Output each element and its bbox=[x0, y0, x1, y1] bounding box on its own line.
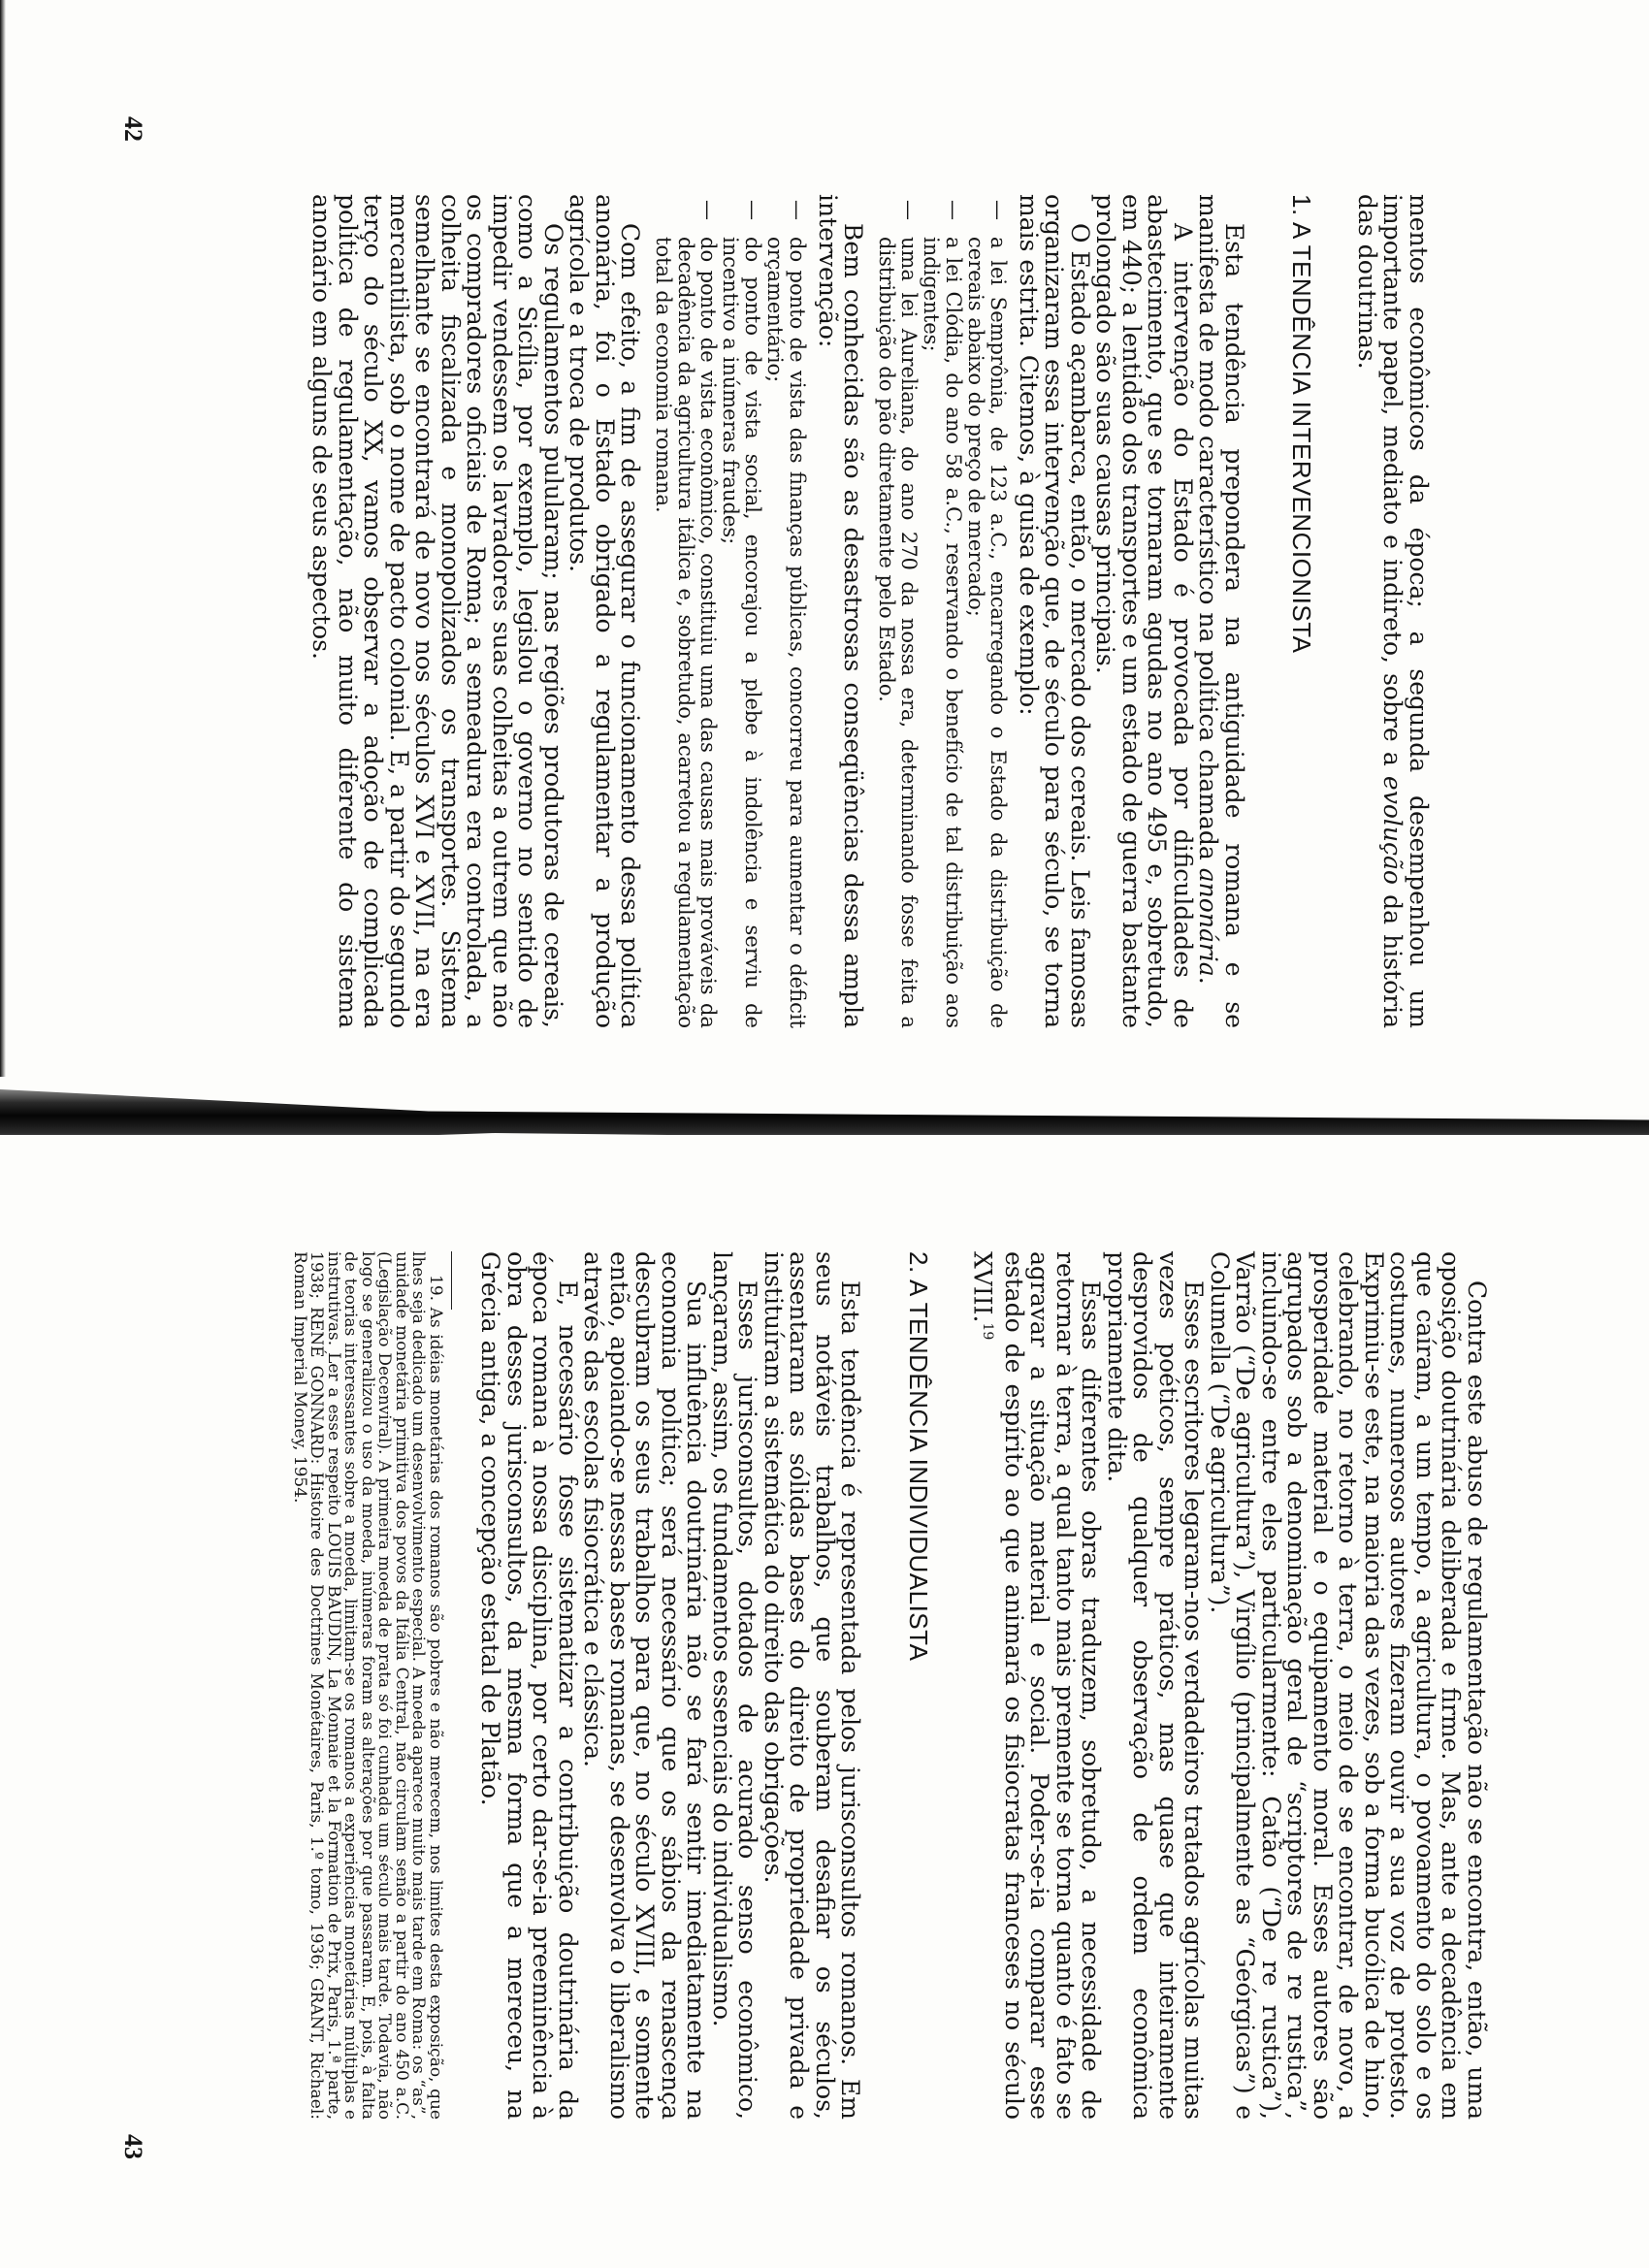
paragraph: Sua influência doutrinária não se fará sentir imediatamente na economia política; será necessário que os sábios da renascença descubram os seus trabalhos para que, no século XVIII, e somente então, apoiando-se nessas bases romanas, se desenvolva o liberalismo através das escolas fisiocrática e clássica. bbox=[579, 1251, 711, 2120]
list-item: — do ponto de vista das finanças públicas, concorreu para aumentar o déficit orçamentário; bbox=[764, 237, 809, 1028]
list-item: — uma lei Aureliana, do ano 270 da nossa era, determinando fosse feita a distribuição do pão diretamente pelo Estado. bbox=[876, 237, 921, 1028]
list-item: — a lei Semprônia, de 123 a.C., encarregando o Estado da distribuição de cereais abaixo do preço de mercado; bbox=[965, 237, 1010, 1028]
paragraph: Esses jurisconsultos, dotados de acurado senso econômico, lançaram, assim, os fundamentos essenciais do individualismo. bbox=[707, 1251, 762, 2120]
scan-edge bbox=[0, 0, 6, 1077]
paragraph: A intervenção do Estado é provocada por dificuldades de abastecimento, que se tornaram agudas no ano 495 e, sobretudo, em 440; a lentidão dos transportes e um estado de guerra bastante prolongado são suas causas principais. bbox=[1091, 194, 1197, 1028]
page-number: 43 bbox=[119, 2134, 147, 2159]
paragraph: Contra este abuso de regulamentação não se encontra, então, uma oposição doutrinária deliberada e firme. Mas, ante a decadência em que caíram, a um tempo, a agricultura, o povoamento do solo e os costumes, numerosos autores fizeram ouvir a sua voz de protesto. Exprimiu-se este, na maioria das vezes, sob a forma bucólica de hino, celebrando, no retorno à terra, o meio de se encontrar, de novo, a prosperidade material e o equipamento moral. Esses autores são agrupados sob a denominação geral de “scriptores de re rustica”, incluindo-se entre eles particularmente: Catão (“De re rustica”), Varrão (“De agricultura”), Virgílio (principalmente as “Geórgicas”) e Columella (“De agricultura”). bbox=[1206, 1251, 1491, 2120]
section-heading-2: 2. A TENDÊNCIA INDIVIDUALISTA bbox=[903, 1251, 933, 1662]
paragraph: Os regulamentos pulularam; nas regiões produtoras de cereais, como a Sicília, por exemplo, legislou o governo no sentido de impedir vendessem os lavradores suas colheitas a outrem que não os compradores oficiais de Roma; a semeadura era controlada, a colheita fiscalizada e monopolizados os transportes. Sistema semelhante se encontrará de novo nos séculos XVI e XVII, na era mercantilista, sob o nome de pacto colonial. E, a partir do segundo terço do século XX, vamos observar a adoção de complicada política de regulamentação, não muito diferente do sistema anonário em alguns de seus aspectos. bbox=[307, 194, 567, 1028]
list-item: — do ponto de vista social, encorajou a plebe à indolência e serviu de incentivo a inúmeras fraudes; bbox=[720, 237, 764, 1028]
intro-paragraph: mentos econômicos da época; a segunda desempenhou um importante papel, mediato e indireto, sobre a evolução da história das doutrinas. bbox=[1353, 194, 1433, 1028]
footnote: 19. As idéias monetárias dos romanos são pobres e não merecem, nos limites desta exposição, que lhes seja dedicado um desenvolvimento especial. A moeda aparece muito mais tarde em Roma: os “as”, unidade monetária primitiva dos povos da Itália Central, não circulam senão a partir do ano 450 a.C. (Legislação Decenviral). A primeira moeda de prata só foi cunhada um século mais tarde. Todavia, não logo se generalizou o uso da moeda, inúmeras foram as alterações por que passaram. E, pois, à falta de teorias interessantes sobre a moeda, limitam-se os romanos a experiências monetárias múltiplas e instrutivas. Ler a esse respeito LOUIS BAUDIN, La Monnaie et la Formation de Prix, Paris, 1.ª parte, 1938; RENÉ GONNARD: Histoire des Doctrines Monétaires, Paris, 1.º tomo, 1936; GRANT, Richael: Roman Imperial Money, 1954. bbox=[289, 1251, 445, 2120]
paragraph: Essas diferentes obras traduzem, sobretudo, a necessidade de retornar à terra, a qual tanto mais premente se torna quanto é fato se agravar a situação material e social. Poder-se-ia comparar esse estado de espírito ao que animará os fisiocratas franceses no século XVIII.$^{19}$ bbox=[969, 1251, 1106, 2120]
page-43 bbox=[0, 1135, 1649, 2268]
list-item: — do ponto de vista econômico, constituiu uma das causas mais prováveis da decadência da agricultura itálica e, sobretudo, acarretou a regulamentação total da economia romana. bbox=[653, 237, 720, 1028]
paragraph: E, necessário fosse sistematizar a contribuição doutrinária da época romana à nossa disciplina, por certo dar-se-ia preeminência à obra desses jurisconsultos, da mesma forma que a mereceu, na Grécia antiga, a concepção estatal de Platão. bbox=[476, 1251, 582, 2120]
page-number: 42 bbox=[119, 116, 147, 142]
paragraph: Esses escritores legaram-nos verdadeiros tratados agrícolas muitas vezes poéticos, sempre práticos, mas quase que inteiramente desprovidos de qualquer observação de ordem econômica propriamente dita. bbox=[1103, 1251, 1209, 2120]
page-42 bbox=[0, 0, 1649, 1116]
consequences-list bbox=[653, 194, 809, 1028]
footnote-rule bbox=[451, 1251, 452, 1310]
paragraph: Bem conhecidas são as desastrosas conseqüências dessa ampla intervenção: bbox=[814, 194, 868, 1028]
list-item: — a lei Clódia, do ano 58 a.C., reservando o benefício de tal distribuição aos indigentes; bbox=[921, 237, 965, 1028]
paragraph: Com efeito, a fim de assegurar o funcionamento dessa política anonária, foi o Estado obrigado a regulamentar a produção agrícola e a troca de produtos. bbox=[565, 194, 645, 1028]
paragraph: Esta tendência é representada pelos jurisconsultos romanos. Em seus notáveis trabalhos, que souberam desafiar os séculos, assentaram as sólidas bases do direito de propriedade privada e instituíram a sistemática do direito das obrigações. bbox=[759, 1251, 865, 2120]
paragraph: Esta tendência prepondera na antiguidade romana e se manifesta de modo característico na política chamada anonária. bbox=[1194, 194, 1248, 1028]
section-heading-1: 1. A TENDÊNCIA INTERVENCIONISTA bbox=[1287, 194, 1317, 654]
paragraph: O Estado açambarca, então, o mercado dos cereais. Leis famosas organizaram essa intervenção que, de século para século, se torna mais estrita. Citemos, à guisa de exemplo: bbox=[1015, 194, 1094, 1028]
page-43-text bbox=[290, 1251, 1489, 2120]
page-42-text bbox=[308, 194, 1431, 1028]
laws-list bbox=[876, 194, 1010, 1028]
